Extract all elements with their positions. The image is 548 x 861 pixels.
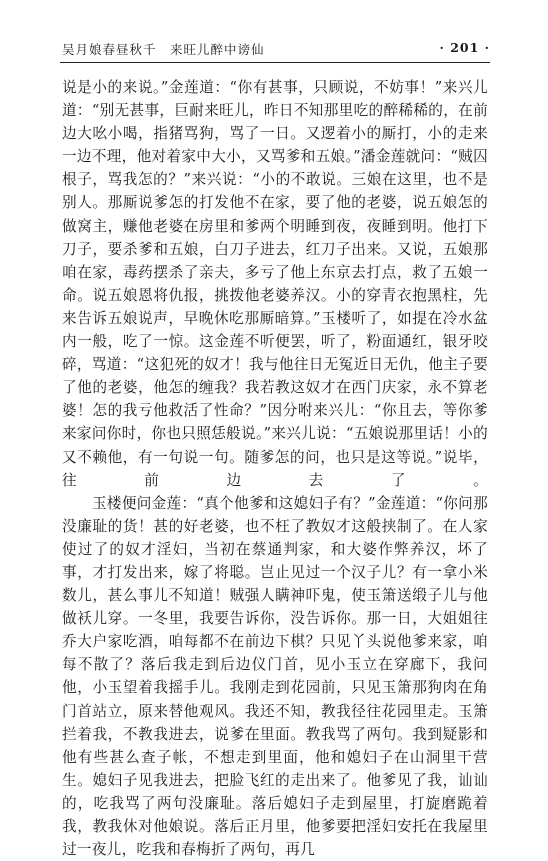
page-number: · 201 · xyxy=(439,40,490,55)
body-text xyxy=(62,76,488,861)
paragraph: 说是小的来说。”金莲道：“你有甚事，只顾说，不妨事！”来兴儿道：“别无甚事，巨耐来旺儿，昨日不知那里吃的醉稀稀的，在前边大吆小喝，指猪骂狗，骂了一日。又逻着小的厮打，小的走来一边不理，他对着家中大小，又骂爹和五娘。”潘金莲就问：“贼囚根子，骂我怎的？”来兴说：“小的不敢说。三娘在这里，也不是别人。那厮说爹怎的打发他不在家，要了他的老婆，说五娘怎的做窝主，赚他老婆在房里和爹两个明睡到夜，夜睡到明。他打下刀子，要杀爹和五娘，白刀子进去，红刀子出来。又说，五娘那咱在家，毒药摆杀了亲夫，多亏了他上东京去打点，救了五娘一命。说五娘恩将仇报，挑拨他老婆养汉。小的穿青衣抱黑柱，先来告诉五娘说声，早晚休吃那厮暗算。”玉楼听了，如提在冷水盆内一般，吃了一惊。这金莲不听便罢，听了，粉面通红，银牙咬碎，骂道：“这犯死的奴才！我与他往日无冤近日无仇，他主子要了他的老婆，他怎的缠我？我若教这奴才在西门庆家，永不算老婆！怎的我亏他救活了性命？”因分咐来兴儿：“你且去，等你爹来家问你时，你也只照恁般说。”来兴儿说：“五娘说那里话！小的又不赖他，有一句说一句。随爹怎的问，也只是这等说。”说毕，往前边去了。 xyxy=(62,79,488,489)
running-header xyxy=(60,38,490,63)
chapter-title: 吴月娘春昼秋千 来旺儿醉中谤仙 xyxy=(62,42,265,57)
paragraph: 玉楼便问金莲：“真个他爹和这媳妇子有？”金莲道：“你问那没廉耻的货！甚的好老婆，也不枉了教奴才这般挟制了。在人家使过了的奴才淫妇，当初在蔡通判家，和大婆作弊养汉，坏了事，才打发出来，嫁了将聪。岂止见过一个汉子儿？有一拿小米数儿，甚么事儿不知道！贼强人瞒神吓鬼，使玉箫送缎子儿与他做袄儿穿。一冬里，我要告诉你，没告诉你。那一日，大姐姐往乔大户家吃酒，咱每都不在前边下棋？只见丫头说他爹来家，咱每不散了？落后我走到后边仪门首，见小玉立在穿廊下，我问他，小玉望着我摇手儿。我刚走到花园前，只见玉箫那狗肉在角门首站立，原来替他观风。我还不知，教我径往花园里走。玉箫拦着我，不教我进去，说爹在里面。教我骂了两句。我到疑影和他有些甚么查子帐，不想走到里面，他和媳妇子在山洞里干营生。媳妇子见我进去，把脸飞红的走出来了。他爹见了我，讪讪的，吃我骂了两句没廉耻。落后媳妇子走到屋里，打旋磨跪着我，教我休对他娘说。落后正月里，他爹要把淫妇安托在我屋里过一夜儿，吃我和春梅折了两句，再几 xyxy=(62,494,488,859)
